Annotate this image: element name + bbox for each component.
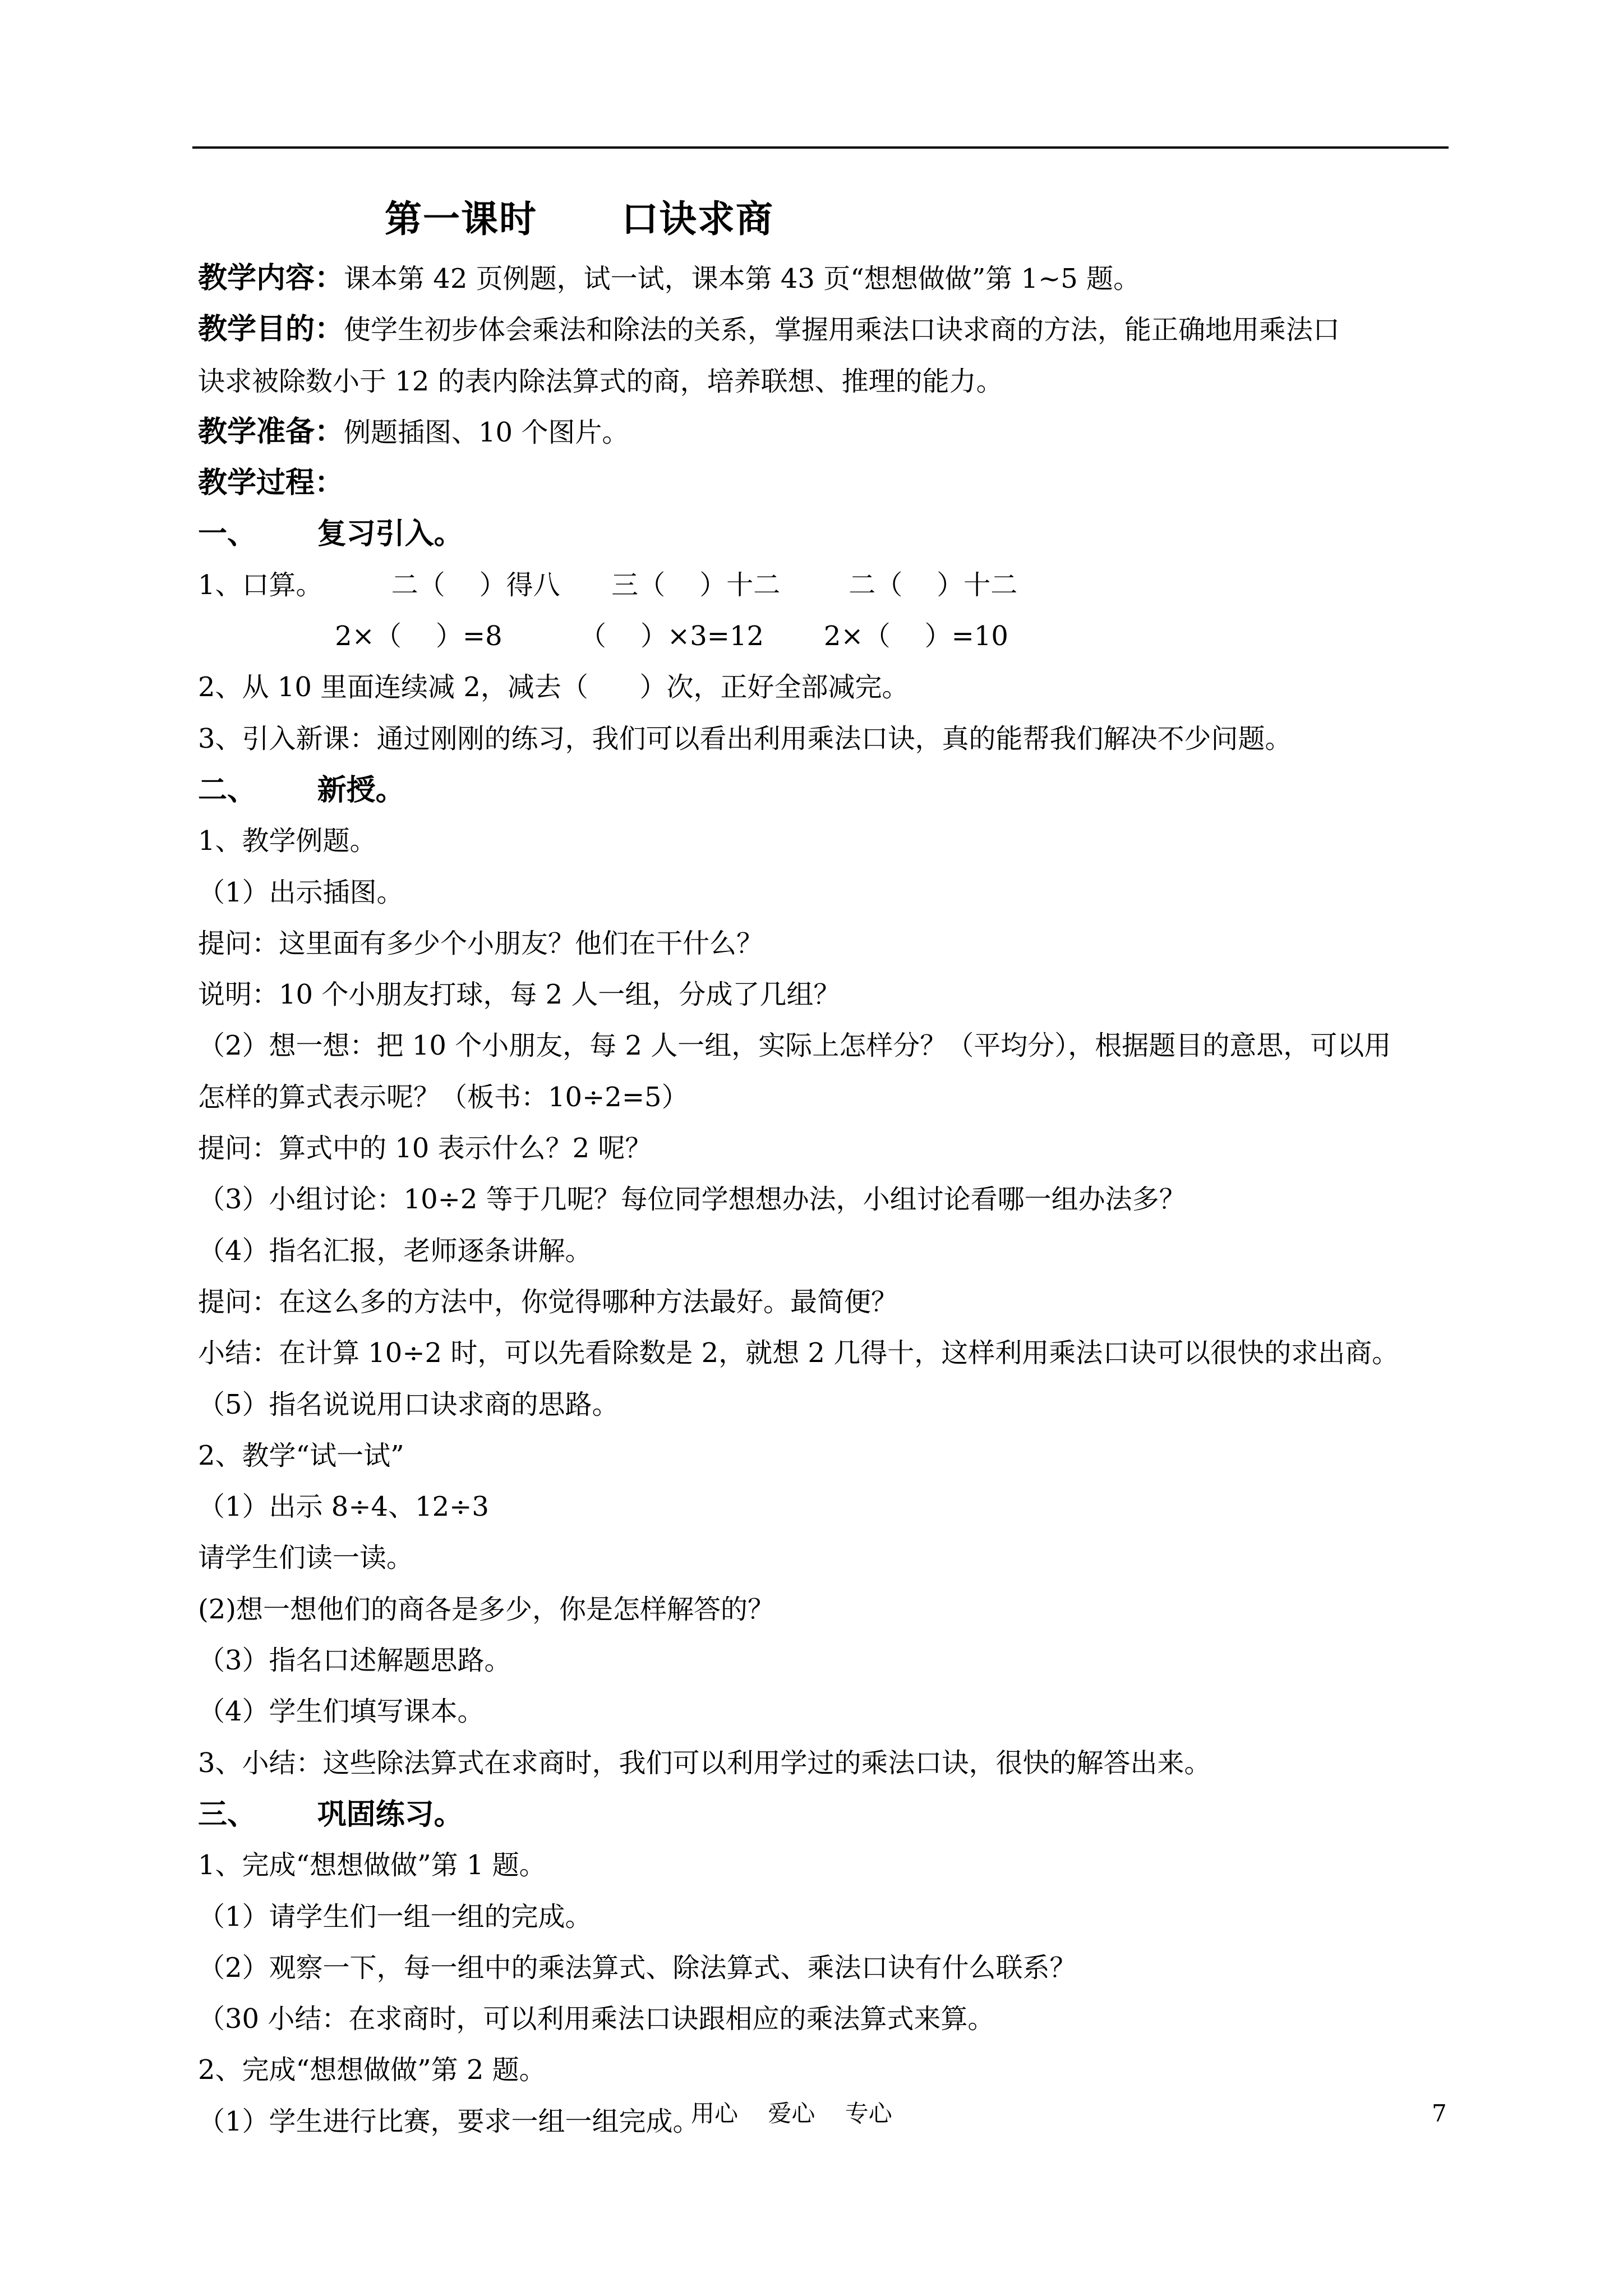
meta-label: 教学准备：	[198, 414, 344, 449]
body-line: 3、小结：这些除法算式在求商时，我们可以利用学过的乘法口诀，很快的解答出来。	[198, 1747, 1211, 1779]
meta-line-goals-continued	[198, 355, 1454, 406]
body-line: 提问：在这么多的方法中，你觉得哪种方法最好。最简便？	[198, 1286, 898, 1318]
body-line: （2）想一想：把 10 个小朋友，每 2 人一组，实际上怎样分？（平均分），根据题目的意思，可以用	[198, 1030, 1391, 1062]
meta-text: 使学生初步体会乘法和除法的关系，掌握用乘法口诀求商的方法，能正确地用乘法口	[344, 314, 1340, 346]
body-line: （5）指名说说用口诀求商的思路。	[198, 1388, 619, 1420]
page-number: 7	[1432, 2100, 1447, 2127]
section-heading: 一、 复习引入。	[198, 517, 463, 551]
document-body	[198, 252, 1454, 2147]
section-heading: 二、 新授。	[198, 772, 405, 807]
body-line: 请学生们读一读。	[198, 1542, 414, 1574]
meta-label: 教学过程：	[198, 466, 344, 500]
body-line: 1、完成“想想做做”第 1 题。	[198, 1849, 546, 1881]
body-line: 说明：10 个小朋友打球，每 2 人一组，分成了几组？	[198, 979, 841, 1011]
body-line: 2×（ ）=8 （ ）×3=12 2×（ ）=10	[198, 620, 1008, 652]
meta-line-process	[198, 457, 1454, 508]
meta-label: 教学目的：	[198, 312, 344, 347]
body-line: 3、引入新课：通过刚刚的练习，我们可以看出利用乘法口诀，真的能帮我们解决不少问题。	[198, 723, 1292, 754]
body-line: （1）出示插图。	[198, 876, 404, 908]
body-line: 2、从 10 里面连续减 2，减去（ ）次，正好全部减完。	[198, 671, 909, 703]
body-line: 怎样的算式表示呢？（板书：10÷2=5）	[198, 1081, 689, 1113]
body-line: （4）指名汇报，老师逐条讲解。	[198, 1235, 592, 1267]
body-lines	[198, 508, 1454, 2147]
body-line: （4）学生们填写课本。	[198, 1696, 485, 1728]
meta-line-content	[198, 252, 1454, 303]
body-line: 1、口算。 二（ ）得八 三（ ）十二 二（ ）十二	[198, 569, 1018, 601]
body-line: （2）观察一下，每一组中的乘法算式、除法算式、乘法口诀有什么联系？	[198, 1952, 1077, 1984]
body-line: （1）请学生们一组一组的完成。	[198, 1901, 592, 1932]
body-line: 提问：这里面有多少个小朋友？他们在干什么？	[198, 927, 764, 959]
meta-line-goals	[198, 303, 1454, 355]
body-line: （30 小结：在求商时，可以利用乘法口诀跟相应的乘法算式来算。	[198, 2003, 995, 2035]
body-line: (2)想一想他们的商各是多少，你是怎样解答的？	[198, 1593, 774, 1625]
meta-text: 例题插图、10 个图片。	[344, 416, 629, 448]
body-line: 小结：在计算 10÷2 时，可以先看除数是 2，就想 2 几得十，这样利用乘法口诀可以很快的求出商。	[198, 1337, 1399, 1369]
meta-line-preparation	[198, 406, 1454, 457]
body-line: 提问：算式中的 10 表示什么？2 呢？	[198, 1133, 652, 1165]
body-line: 2、教学“试一试”	[198, 1439, 404, 1471]
meta-label: 教学内容：	[198, 261, 344, 295]
meta-text: 课本第 42 页例题，试一试，课本第 43 页“想想做做”第 1~5 题。	[344, 263, 1141, 295]
body-line: （3）指名口述解题思路。	[198, 1645, 511, 1677]
body-line: （1）学生进行比赛，要求一组一组完成。	[198, 2105, 700, 2137]
body-line: 1、教学例题。	[198, 825, 377, 857]
meta-text: 诀求被除数小于 12 的表内除法算式的商，培养联想、推理的能力。	[198, 365, 1003, 397]
header-rule	[192, 146, 1449, 149]
section-heading: 三、 巩固练习。	[198, 1797, 463, 1832]
page-title: 第一课时 口诀求商	[385, 197, 774, 241]
footer-motto: 用心 爱心 专心	[691, 2100, 892, 2127]
body-line: （1）出示 8÷4、12÷3	[198, 1491, 489, 1523]
body-line: 2、完成“想想做做”第 2 题。	[198, 2054, 546, 2086]
body-line: （3）小组讨论：10÷2 等于几呢？每位同学想想办法，小组讨论看哪一组办法多？	[198, 1184, 1186, 1216]
